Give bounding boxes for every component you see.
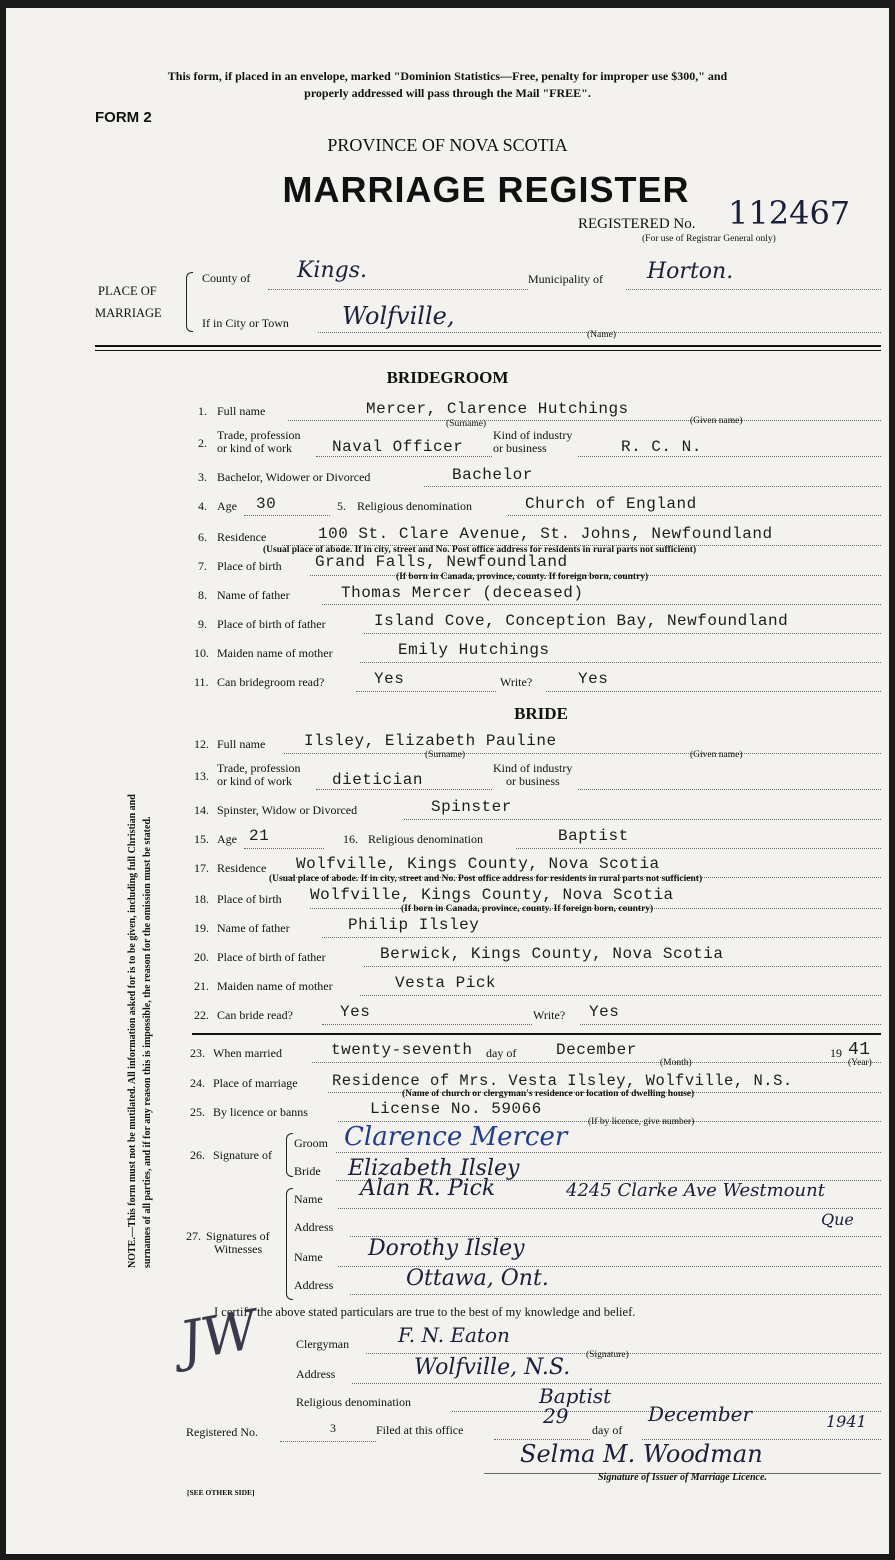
signature-of-label: Signature of xyxy=(213,1148,272,1162)
clergy-address-label: Address xyxy=(296,1367,336,1381)
bride-birthplace-label: Place of birth xyxy=(217,892,282,906)
bride-write-label: Write? xyxy=(533,1008,566,1022)
registered-no-label: REGISTERED No. xyxy=(578,216,696,232)
licence-label: By licence or banns xyxy=(213,1105,308,1119)
bride-religion-value: Baptist xyxy=(558,827,629,845)
witness1-address-label: Address xyxy=(294,1220,334,1234)
groom-industry-label: or business xyxy=(493,441,547,455)
groom-birthplace-label: Place of birth xyxy=(217,559,282,573)
page-title: MARRIAGE REGISTER xyxy=(282,169,690,210)
licence-value: License No. 59066 xyxy=(370,1100,542,1118)
groom-residence-value: 100 St. Clare Avenue, St. Johns, Newfoundland xyxy=(318,525,773,543)
registered-label: Registered No. xyxy=(186,1425,258,1439)
bride-trade-label: or kind of work xyxy=(217,774,292,788)
county-label: County of xyxy=(202,271,251,285)
issuer-note: Signature of Issuer of Marriage Licence. xyxy=(598,1472,767,1483)
witness2-name: Dorothy Ilsley xyxy=(368,1236,525,1261)
groom-trade-label: or kind of work xyxy=(217,441,292,455)
city-value: Wolfville, xyxy=(342,302,455,330)
filed-day-of-label: day of xyxy=(592,1423,623,1437)
when-married-label: When married xyxy=(213,1046,282,1060)
clergyman-signature: F. N. Eaton xyxy=(398,1323,510,1347)
bride-father-label: Name of father xyxy=(217,921,290,935)
groom-read-label: Can bridegroom read? xyxy=(217,675,325,689)
divider xyxy=(95,350,881,351)
groom-father-birthplace-label: Place of birth of father xyxy=(217,617,326,631)
registered-no-value: 112467 xyxy=(728,194,851,232)
bride-residence-label: Residence xyxy=(217,861,267,875)
bride-read-label: Can bride read? xyxy=(217,1008,293,1022)
filed-label: Filed at this office xyxy=(376,1423,464,1437)
groom-mother-value: Emily Hutchings xyxy=(398,641,550,659)
place-of-marriage-label: Place of marriage xyxy=(213,1076,298,1090)
clergyman-label: Clergyman xyxy=(296,1337,350,1351)
municipality-label: Municipality of xyxy=(528,272,603,286)
mail-notice-line1: This form, if placed in an envelope, marked "Dominion Statistics—Free, penalty for improper use $300," and xyxy=(167,69,728,83)
bride-mother-label: Maiden name of mother xyxy=(217,979,333,993)
bride-trade-value: dietician xyxy=(332,771,423,789)
bride-father-value: Philip Ilsley xyxy=(348,916,480,934)
bride-mother-value: Vesta Pick xyxy=(395,974,497,992)
clergy-denomination-label: Religious denomination xyxy=(296,1395,411,1409)
groom-mother-label: Maiden name of mother xyxy=(217,646,333,660)
bride-age-value: 21 xyxy=(249,827,270,845)
place-of-marriage-value: Residence of Mrs. Vesta Ilsley, Wolfville, N.S. xyxy=(332,1072,793,1090)
groom-religion-label: Religious denomination xyxy=(357,499,472,513)
groom-birthplace-value: Grand Falls, Newfoundland xyxy=(315,553,568,571)
marriage-month-value: December xyxy=(556,1041,637,1059)
groom-religion-value: Church of England xyxy=(525,495,697,513)
city-name-note: (Name) xyxy=(587,330,617,340)
groom-age-label: Age xyxy=(217,499,237,513)
bride-sig-label: Bride xyxy=(294,1164,321,1178)
surname-note: (Surname) xyxy=(446,419,487,429)
witness2-name-label: Name xyxy=(294,1250,323,1264)
bride-status-label: Spinster, Widow or Divorced xyxy=(217,803,358,817)
bride-full-name-value: Ilsley, Elizabeth Pauline xyxy=(304,732,557,750)
bride-birthplace-value: Wolfville, Kings County, Nova Scotia xyxy=(310,886,674,904)
witness2-address-label: Address xyxy=(294,1278,334,1292)
witness2-address: Ottawa, Ont. xyxy=(406,1266,549,1291)
city-label: If in City or Town xyxy=(202,316,289,330)
form-number: FORM 2 xyxy=(95,109,152,126)
side-note-line2: surnames of all parties, and if for any reason this is impossible, the reason for the omission must be stated. xyxy=(142,816,153,1268)
groom-status-value: Bachelor xyxy=(452,466,533,484)
bride-religion-label: Religious denomination xyxy=(368,832,483,846)
clergy-address-value: Wolfville, N.S. xyxy=(414,1355,571,1380)
groom-status-label: Bachelor, Widower or Divorced xyxy=(217,470,371,484)
divider xyxy=(95,345,881,347)
groom-father-birthplace-value: Island Cove, Conception Bay, Newfoundland xyxy=(374,612,789,630)
marriage-day-value: twenty-seventh xyxy=(331,1041,473,1059)
place-label-line1: PLACE OF xyxy=(98,284,157,298)
bride-read-value: Yes xyxy=(340,1003,371,1021)
divider xyxy=(192,1033,881,1035)
given-name-note: (Given name) xyxy=(690,416,743,426)
bride-heading: BRIDE xyxy=(514,704,568,723)
see-other-side: [SEE OTHER SIDE] xyxy=(187,1488,255,1497)
province-title: PROVINCE OF NOVA SCOTIA xyxy=(327,135,568,155)
groom-full-name-value: Mercer, Clarence Hutchings xyxy=(366,400,629,418)
bride-status-value: Spinster xyxy=(431,798,512,816)
groom-residence-label: Residence xyxy=(217,530,267,544)
municipality-value: Horton. xyxy=(647,259,734,284)
place-brace xyxy=(186,272,193,332)
witness1-name: Alan R. Pick xyxy=(360,1176,496,1201)
place-label-line2: MARRIAGE xyxy=(95,306,162,320)
groom-full-name-label: Full name xyxy=(217,404,266,418)
groom-signature: Clarence Mercer xyxy=(344,1122,568,1152)
witness1-name-label: Name xyxy=(294,1192,323,1206)
day-of-label: day of xyxy=(486,1046,517,1060)
groom-trade-value: Naval Officer xyxy=(332,438,464,456)
groom-father-value: Thomas Mercer (deceased) xyxy=(341,584,584,602)
bride-signature: Elizabeth Ilsley xyxy=(348,1156,520,1181)
filed-year-value: 1941 xyxy=(826,1412,867,1431)
groom-industry-value: R. C. N. xyxy=(621,438,702,456)
bride-residence-value: Wolfville, Kings County, Nova Scotia xyxy=(296,855,660,873)
side-note-line1: NOTE.—This form must not be mutilated. All information asked for is to be given, including full Christian and xyxy=(127,794,138,1268)
clergy-denomination-value: Baptist xyxy=(539,1384,612,1408)
bride-industry-label: or business xyxy=(506,774,560,788)
bride-write-value: Yes xyxy=(589,1003,620,1021)
issuer-signature: Selma M. Woodman xyxy=(520,1440,763,1468)
witnesses-label: Signatures of xyxy=(206,1229,270,1243)
bride-father-birthplace-value: Berwick, Kings County, Nova Scotia xyxy=(380,945,724,963)
groom-father-label: Name of father xyxy=(217,588,290,602)
witness1-address: Que xyxy=(821,1210,854,1229)
county-value: Kings. xyxy=(297,258,368,283)
bridegroom-heading: BRIDEGROOM xyxy=(386,368,509,387)
filed-month-value: December xyxy=(648,1402,753,1426)
groom-write-value: Yes xyxy=(578,670,609,688)
marriage-year-value: 41 xyxy=(848,1040,871,1060)
registered-value: 3 xyxy=(330,1421,336,1435)
groom-read-value: Yes xyxy=(374,670,405,688)
registrar-note: (For use of Registrar General only) xyxy=(642,234,776,244)
groom-sig-label: Groom xyxy=(294,1136,328,1150)
margin-initials: JW xyxy=(175,1297,263,1374)
bride-father-birthplace-label: Place of birth of father xyxy=(217,950,326,964)
filed-day-value: 29 xyxy=(543,1404,569,1428)
witness1-address-line1: 4245 Clarke Ave Westmount xyxy=(566,1180,825,1201)
mail-notice-line2: properly addressed will pass through the Mail "FREE". xyxy=(304,86,591,100)
marriage-register-form: This form, if placed in an envelope, marked "Dominion Statistics—Free, penalty for improper use $300," and properly addressed will pass through the Mail "FREE". FORM 2 PROVINCE OF NOVA SCOTIA MARRIAGE REGISTER REGISTERED No. 112467 (For use of Registrar General only) PLACE OF MARRIAGE County of Kings. Municipality of Horton. If in City or Town Wolfville, (Name) NOTE.—This form must not be mutilated. All information asked for is to be given, including full Christian and surnames of all parties, and if for any reason this is impossible, the reason for the omission must be stated. BRIDEGROOM 1. Full name Mercer, Clarence Hutchings (Surname) (Given name) 2. Trade, profession or kind of work Naval Officer Kind of industry or business R. C. N. 3. Bachelor, Widower or Divorced Bachelor 4. Age 30 5. Religious denomination Church of England 6. Residence 100 St. Clare Avenue, St. Johns, Newfoundland (Usual place of abode. If in city, street and No. Post office address for residents in rural parts not sufficient) 7. Place of birth Grand Falls, Newfoundland (If born in Canada, province, county. If foreign born, country) 8. Name of father Thomas Mercer (deceased) 9. Place of birth of father Island Cove, Conception Bay, Newfoundland 10. Maiden name of mother Emily Hutchings 11. Can bridegroom read? Yes Write? Yes BRIDE 12. Full name Ilsley, Elizabeth Pauline (Surname) (Given name) 13. Trade, profession or kind of work dietician Kind of industry or business 14. Spinster, Widow or Divorced Spinster 15. Age 21 16. Religious denomination Baptist 17. Residence Wolfville, Kings County, Nova Scotia (Usual place of abode. If in city, street and No. Post office address for residents in rural parts not sufficient) 18. Place of birth Wolfville, Kings County, Nova Scotia (If born in Canada, province, county. If foreign born, country) 19. Name of father Philip Ilsley 20. Place of birth of father Berwick, Kings County, Nova Scotia 21. Maiden name of mother Vesta Pick 22. Can bride read? Yes Write? Yes 23. When married twenty-seventh day of December (Month) 19 41 (Year) 24. Place of marriage Residence of Mrs. Vesta Ilsley, Wolfville, N.S. (Name of church or clergyman's residence or location of dwelling house) 25. By licence or banns License No. 59066 (If by licence, give number) 26. Signature of Groom Clarence Mercer Bride Elizabeth Ilsley 27. Signatures of Witnesses Name Alan R. Pick 4245 Clarke Ave Westmount Address Que Name Dorothy Ilsley Address Ottawa, Ont. I certify the above stated particulars are true to the best of my knowledge and belief. JW Clergyman F. N. Eaton (Signature) Address Wolfville, N.S. Religious denomination Baptist Registered No. 3 Filed at this office 29 day of December 1941 Selma M. Woodman Signature of Issuer of Marriage Licence. [SEE OTHER SIDE] xyxy=(6,8,889,1554)
certification-statement: I certify the above stated particulars are true to the best of my knowledge and belief. xyxy=(214,1305,636,1319)
bride-full-name-label: Full name xyxy=(217,737,266,751)
groom-write-label: Write? xyxy=(500,675,533,689)
groom-age-value: 30 xyxy=(256,495,277,513)
bride-age-label: Age xyxy=(217,832,237,846)
